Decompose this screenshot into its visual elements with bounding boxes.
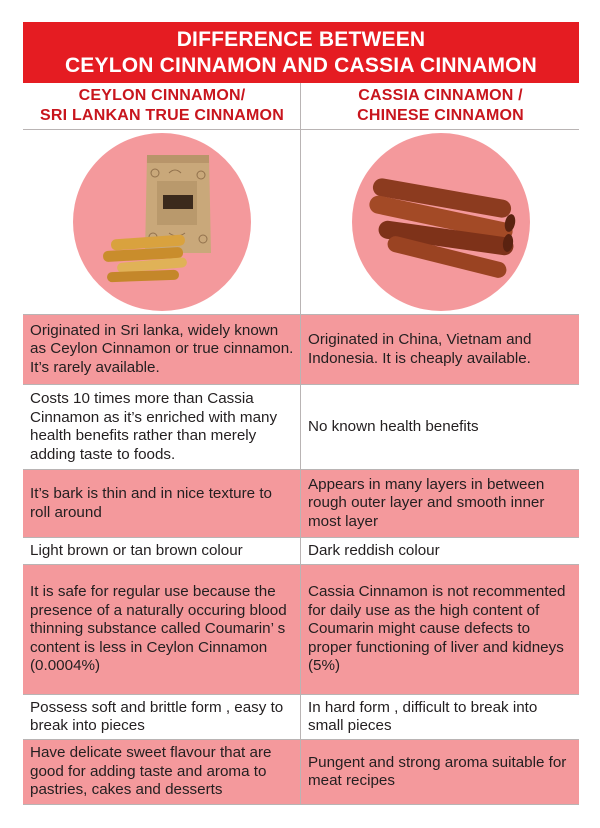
cassia-safety-cell: Cassia Cinnamon is not recommented for daily use as the high content of Coumarin might cause defects to proper functioning of liver and kidneys (5%) bbox=[308, 583, 566, 675]
ceylon-cost-cell: Costs 10 times more than Cassia Cinnamon as it’s enriched with many health benefits rather than merely adding taste to foods. bbox=[23, 385, 301, 469]
cassia-bark-cell: Appears in many layers in between rough outer layer and smooth inner most layer bbox=[308, 475, 545, 530]
table-row bbox=[23, 565, 579, 695]
table-row bbox=[23, 315, 579, 385]
column-header-ceylon-line-1: CEYLON CINNAMON/ bbox=[78, 87, 246, 104]
ceylon-cinnamon-pack-icon bbox=[73, 133, 251, 311]
ceylon-image-cell bbox=[23, 130, 301, 314]
table-row bbox=[23, 470, 579, 538]
image-row bbox=[23, 130, 579, 315]
ceylon-colour-cell: Light brown or tan brown colour bbox=[23, 538, 301, 564]
ceylon-bark-cell: It’s bark is thin and in nice texture to roll around bbox=[23, 470, 301, 537]
title-line-1: DIFFERENCE BETWEEN bbox=[176, 27, 426, 51]
column-header-ceylon-line-2: SRI LANKAN TRUE CINNAMON bbox=[40, 107, 284, 124]
cassia-origin-cell: Originated in China, Vietnam and Indonesia. It is cheaply available. bbox=[308, 331, 532, 367]
cassia-colour-cell: Dark reddish colour bbox=[308, 541, 440, 559]
table-row bbox=[23, 740, 579, 805]
column-header-cassia-line-2: CHINESE CINNAMON bbox=[357, 107, 524, 124]
ceylon-origin-cell: Originated in Sri lanka, widely known as Ceylon Cinnamon or true cinnamon. It’s rarely available. bbox=[23, 315, 301, 384]
ceylon-flavour-cell: Have delicate sweet flavour that are good for adding taste and aroma to pastries, cakes and desserts bbox=[23, 740, 301, 804]
column-header-cassia-line-1: CASSIA CINNAMON / bbox=[358, 87, 523, 104]
cassia-flavour-cell: Pungent and strong aroma suitable for meat recipes bbox=[308, 753, 567, 789]
cassia-cost-cell: No known health benefits bbox=[308, 417, 479, 435]
cassia-image-cell bbox=[301, 130, 579, 314]
cassia-cinnamon-sticks-icon bbox=[352, 133, 530, 311]
page-title bbox=[23, 22, 579, 83]
table-row bbox=[23, 538, 579, 565]
column-header-cassia bbox=[301, 83, 579, 129]
column-header-row bbox=[23, 83, 579, 130]
table-row bbox=[23, 695, 579, 740]
cassia-form-cell: In hard form , difficult to break into small pieces bbox=[308, 698, 538, 734]
ceylon-form-cell: Possess soft and brittle form , easy to break into pieces bbox=[23, 695, 301, 739]
ceylon-safety-cell: It is safe for regular use because the presence of a naturally occuring blood thinning substance called Coumarin’ s content is less in Ceylon Cinnamon (0.0004%) bbox=[23, 565, 301, 694]
column-header-ceylon bbox=[23, 83, 301, 129]
table-row bbox=[23, 385, 579, 470]
title-line-2: CEYLON CINNAMON AND CASSIA CINNAMON bbox=[64, 53, 538, 77]
